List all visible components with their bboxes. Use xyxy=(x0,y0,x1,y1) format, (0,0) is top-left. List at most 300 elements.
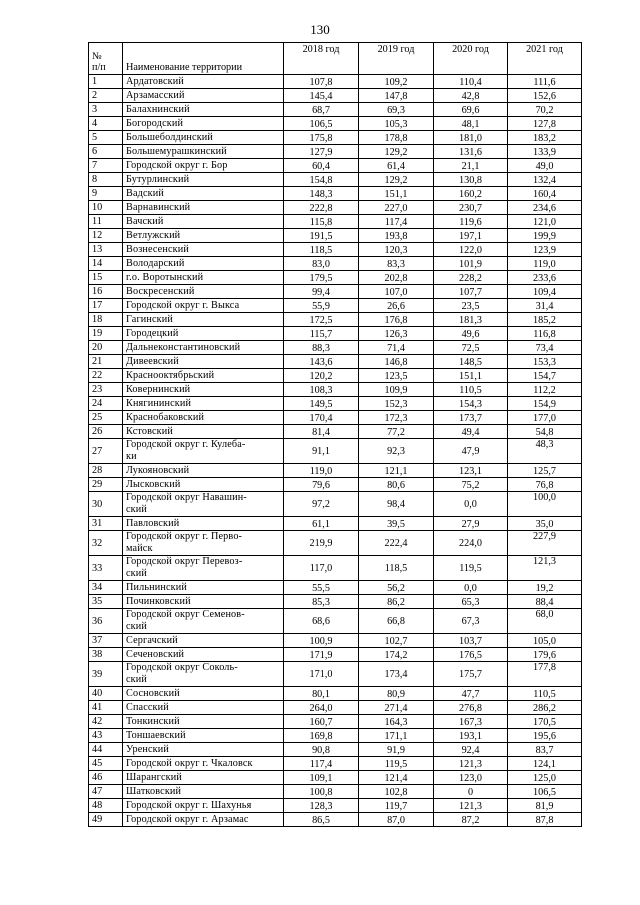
table-row xyxy=(89,103,582,117)
table-row xyxy=(89,743,582,757)
table-row xyxy=(89,478,582,492)
value-2020: 122,0 xyxy=(434,243,508,257)
table-body xyxy=(89,75,582,827)
value-2018: 118,5 xyxy=(284,243,359,257)
value-2018: 55,5 xyxy=(284,581,359,595)
value-2018: 108,3 xyxy=(284,383,359,397)
value-2019: 126,3 xyxy=(359,327,434,341)
value-2018: 169,8 xyxy=(284,729,359,743)
value-2019: 123,5 xyxy=(359,369,434,383)
value-2018: 172,5 xyxy=(284,313,359,327)
page-number: 130 xyxy=(310,22,330,37)
table-row xyxy=(89,556,582,581)
value-2018: 83,0 xyxy=(284,257,359,271)
value-2019: 164,3 xyxy=(359,715,434,729)
table-row xyxy=(89,299,582,313)
value-2021: 121,0 xyxy=(508,215,582,229)
row-num: 29 xyxy=(89,478,123,492)
value-2021: 160,4 xyxy=(508,187,582,201)
value-2021: 100,0 xyxy=(508,492,582,517)
table-row xyxy=(89,492,582,517)
value-2020: 119,5 xyxy=(434,556,508,581)
value-2018: 68,7 xyxy=(284,103,359,117)
row-num: 36 xyxy=(89,609,123,634)
territory-name: Починковский xyxy=(123,595,284,609)
value-2018: 148,3 xyxy=(284,187,359,201)
table-row xyxy=(89,581,582,595)
value-2019: 117,4 xyxy=(359,215,434,229)
value-2020: 181,0 xyxy=(434,131,508,145)
value-2019: 227,0 xyxy=(359,201,434,215)
territory-name: г.о. Воротынский xyxy=(123,271,284,285)
territory-name: Городской округ г. Арзамас xyxy=(123,813,284,827)
value-2020: 160,2 xyxy=(434,187,508,201)
value-2021: 133,9 xyxy=(508,145,582,159)
value-2021: 125,0 xyxy=(508,771,582,785)
value-2020: 67,3 xyxy=(434,609,508,634)
row-num: 8 xyxy=(89,173,123,187)
value-2019: 71,4 xyxy=(359,341,434,355)
row-num: 38 xyxy=(89,648,123,662)
value-2021: 105,0 xyxy=(508,634,582,648)
territory-name: Арзамасский xyxy=(123,89,284,103)
table-row xyxy=(89,634,582,648)
value-2021: 123,9 xyxy=(508,243,582,257)
territory-name: Сосновский xyxy=(123,687,284,701)
table-row xyxy=(89,89,582,103)
value-2018: 106,5 xyxy=(284,117,359,131)
value-2020: 110,4 xyxy=(434,75,508,89)
value-2021: 119,0 xyxy=(508,257,582,271)
table-row xyxy=(89,771,582,785)
territory-name: Воскресенский xyxy=(123,285,284,299)
value-2021: 76,8 xyxy=(508,478,582,492)
row-num: 20 xyxy=(89,341,123,355)
value-2019: 202,8 xyxy=(359,271,434,285)
value-2019: 61,4 xyxy=(359,159,434,173)
value-2020: 0,0 xyxy=(434,492,508,517)
value-2018: 117,4 xyxy=(284,757,359,771)
row-num: 15 xyxy=(89,271,123,285)
row-num: 42 xyxy=(89,715,123,729)
row-num: 18 xyxy=(89,313,123,327)
value-2018: 99,4 xyxy=(284,285,359,299)
value-2019: 174,2 xyxy=(359,648,434,662)
row-num: 21 xyxy=(89,355,123,369)
territory-name: Ардатовский xyxy=(123,75,284,89)
header-2019: 2019 год xyxy=(359,43,434,75)
row-num: 34 xyxy=(89,581,123,595)
row-num: 16 xyxy=(89,285,123,299)
value-2021: 124,1 xyxy=(508,757,582,771)
value-2020: 0,0 xyxy=(434,581,508,595)
table-row xyxy=(89,313,582,327)
value-2021: 87,8 xyxy=(508,813,582,827)
row-num: 4 xyxy=(89,117,123,131)
header-2020: 2020 год xyxy=(434,43,508,75)
value-2020: 42,8 xyxy=(434,89,508,103)
territory-name: Шарангский xyxy=(123,771,284,785)
value-2020: 75,2 xyxy=(434,478,508,492)
table-row xyxy=(89,285,582,299)
value-2018: 170,4 xyxy=(284,411,359,425)
value-2021: 153,3 xyxy=(508,355,582,369)
value-2018: 115,7 xyxy=(284,327,359,341)
table-row xyxy=(89,757,582,771)
value-2020: 47,7 xyxy=(434,687,508,701)
territory-name: Дивеевский xyxy=(123,355,284,369)
value-2019: 109,2 xyxy=(359,75,434,89)
row-num: 31 xyxy=(89,517,123,531)
value-2018: 61,1 xyxy=(284,517,359,531)
value-2019: 105,3 xyxy=(359,117,434,131)
value-2021: 112,2 xyxy=(508,383,582,397)
value-2019: 109,9 xyxy=(359,383,434,397)
territory-name: Богородский xyxy=(123,117,284,131)
table-row xyxy=(89,117,582,131)
value-2019: 118,5 xyxy=(359,556,434,581)
row-num: 27 xyxy=(89,439,123,464)
value-2018: 91,1 xyxy=(284,439,359,464)
table-row xyxy=(89,464,582,478)
value-2020: 23,5 xyxy=(434,299,508,313)
table-row xyxy=(89,813,582,827)
value-2020: 176,5 xyxy=(434,648,508,662)
value-2020: 101,9 xyxy=(434,257,508,271)
row-num: 46 xyxy=(89,771,123,785)
territory-name: Краснобаковский xyxy=(123,411,284,425)
value-2018: 81,4 xyxy=(284,425,359,439)
header-name: Наименование территории xyxy=(123,43,284,75)
territory-name: Ковернинский xyxy=(123,383,284,397)
row-num: 13 xyxy=(89,243,123,257)
table-row xyxy=(89,327,582,341)
row-num: 28 xyxy=(89,464,123,478)
value-2020: 103,7 xyxy=(434,634,508,648)
value-2019: 119,5 xyxy=(359,757,434,771)
territory-name: Дальнеконстантиновский xyxy=(123,341,284,355)
territory-name: Городской округ Соколь- ский xyxy=(123,662,284,687)
value-2018: 68,6 xyxy=(284,609,359,634)
value-2020: 0 xyxy=(434,785,508,799)
territory-name: Городской округ г. Выкса xyxy=(123,299,284,313)
value-2018: 97,2 xyxy=(284,492,359,517)
value-2019: 146,8 xyxy=(359,355,434,369)
value-2021: 227,9 xyxy=(508,531,582,556)
value-2018: 154,8 xyxy=(284,173,359,187)
value-2018: 219,9 xyxy=(284,531,359,556)
value-2021: 81,9 xyxy=(508,799,582,813)
value-2019: 152,3 xyxy=(359,397,434,411)
table-row xyxy=(89,648,582,662)
table-row xyxy=(89,355,582,369)
value-2018: 222,8 xyxy=(284,201,359,215)
territory-name: Вадский xyxy=(123,187,284,201)
value-2019: 222,4 xyxy=(359,531,434,556)
value-2021: 286,2 xyxy=(508,701,582,715)
table-row xyxy=(89,517,582,531)
value-2021: 19,2 xyxy=(508,581,582,595)
table-row xyxy=(89,662,582,687)
value-2020: 107,7 xyxy=(434,285,508,299)
territory-name: Городской округ г. Чкаловск xyxy=(123,757,284,771)
row-num: 35 xyxy=(89,595,123,609)
territory-name: Городской округ г. Кулеба- ки xyxy=(123,439,284,464)
value-2020: 123,0 xyxy=(434,771,508,785)
value-2018: 127,9 xyxy=(284,145,359,159)
value-2021: 152,6 xyxy=(508,89,582,103)
row-num: 19 xyxy=(89,327,123,341)
territory-name: Бутурлинский xyxy=(123,173,284,187)
value-2019: 77,2 xyxy=(359,425,434,439)
table-row xyxy=(89,145,582,159)
territory-name: Большеболдинский xyxy=(123,131,284,145)
value-2021: 177,0 xyxy=(508,411,582,425)
value-2019: 172,3 xyxy=(359,411,434,425)
value-2020: 65,3 xyxy=(434,595,508,609)
value-2018: 191,5 xyxy=(284,229,359,243)
value-2021: 170,5 xyxy=(508,715,582,729)
territory-name: Павловский xyxy=(123,517,284,531)
header-2018: 2018 год xyxy=(284,43,359,75)
value-2018: 85,3 xyxy=(284,595,359,609)
row-num: 22 xyxy=(89,369,123,383)
value-2020: 151,1 xyxy=(434,369,508,383)
row-num: 45 xyxy=(89,757,123,771)
value-2018: 100,8 xyxy=(284,785,359,799)
territory-name: Тонкинский xyxy=(123,715,284,729)
value-2020: 48,1 xyxy=(434,117,508,131)
value-2020: 193,1 xyxy=(434,729,508,743)
table-row xyxy=(89,131,582,145)
value-2021: 31,4 xyxy=(508,299,582,313)
value-2019: 80,9 xyxy=(359,687,434,701)
value-2021: 154,9 xyxy=(508,397,582,411)
value-2020: 173,7 xyxy=(434,411,508,425)
header-num xyxy=(89,43,123,75)
value-2021: 154,7 xyxy=(508,369,582,383)
value-2019: 26,6 xyxy=(359,299,434,313)
territory-name: Спасский xyxy=(123,701,284,715)
territory-name: Сергачский xyxy=(123,634,284,648)
territory-table xyxy=(88,42,582,827)
table-row xyxy=(89,257,582,271)
value-2021: 54,8 xyxy=(508,425,582,439)
value-2020: 181,3 xyxy=(434,313,508,327)
row-num: 1 xyxy=(89,75,123,89)
value-2020: 197,1 xyxy=(434,229,508,243)
value-2019: 87,0 xyxy=(359,813,434,827)
value-2021: 179,6 xyxy=(508,648,582,662)
value-2021: 49,0 xyxy=(508,159,582,173)
row-num: 33 xyxy=(89,556,123,581)
territory-name: Балахнинский xyxy=(123,103,284,117)
header-num-text: № п/п xyxy=(92,51,106,73)
row-num: 23 xyxy=(89,383,123,397)
value-2018: 107,8 xyxy=(284,75,359,89)
value-2019: 56,2 xyxy=(359,581,434,595)
row-num: 37 xyxy=(89,634,123,648)
value-2020: 121,3 xyxy=(434,799,508,813)
table-row xyxy=(89,397,582,411)
value-2018: 128,3 xyxy=(284,799,359,813)
value-2018: 90,8 xyxy=(284,743,359,757)
value-2018: 119,0 xyxy=(284,464,359,478)
value-2021: 70,2 xyxy=(508,103,582,117)
value-2018: 100,9 xyxy=(284,634,359,648)
table-row xyxy=(89,411,582,425)
value-2020: 72,5 xyxy=(434,341,508,355)
row-num: 43 xyxy=(89,729,123,743)
value-2020: 175,7 xyxy=(434,662,508,687)
value-2021: 73,4 xyxy=(508,341,582,355)
table-row xyxy=(89,715,582,729)
value-2020: 92,4 xyxy=(434,743,508,757)
value-2018: 145,4 xyxy=(284,89,359,103)
territory-name: Вачский xyxy=(123,215,284,229)
territory-name: Варнавинский xyxy=(123,201,284,215)
value-2020: 154,3 xyxy=(434,397,508,411)
row-num: 25 xyxy=(89,411,123,425)
value-2019: 66,8 xyxy=(359,609,434,634)
value-2018: 264,0 xyxy=(284,701,359,715)
row-num: 6 xyxy=(89,145,123,159)
table-row xyxy=(89,425,582,439)
value-2020: 87,2 xyxy=(434,813,508,827)
territory-name: Большемурашкинский xyxy=(123,145,284,159)
row-num: 47 xyxy=(89,785,123,799)
territory-name: Вознесенский xyxy=(123,243,284,257)
territory-name: Ветлужский xyxy=(123,229,284,243)
table-row xyxy=(89,799,582,813)
row-num: 2 xyxy=(89,89,123,103)
value-2018: 60,4 xyxy=(284,159,359,173)
table-header-row xyxy=(89,43,582,75)
value-2018: 109,1 xyxy=(284,771,359,785)
value-2019: 171,1 xyxy=(359,729,434,743)
value-2019: 83,3 xyxy=(359,257,434,271)
value-2021: 88,4 xyxy=(508,595,582,609)
value-2020: 49,6 xyxy=(434,327,508,341)
value-2019: 193,8 xyxy=(359,229,434,243)
value-2019: 107,0 xyxy=(359,285,434,299)
value-2018: 117,0 xyxy=(284,556,359,581)
value-2018: 171,0 xyxy=(284,662,359,687)
value-2021: 83,7 xyxy=(508,743,582,757)
value-2019: 91,9 xyxy=(359,743,434,757)
value-2021: 199,9 xyxy=(508,229,582,243)
value-2019: 120,3 xyxy=(359,243,434,257)
value-2020: 121,3 xyxy=(434,757,508,771)
table-row xyxy=(89,201,582,215)
value-2019: 173,4 xyxy=(359,662,434,687)
value-2020: 27,9 xyxy=(434,517,508,531)
value-2021: 185,2 xyxy=(508,313,582,327)
value-2019: 129,2 xyxy=(359,145,434,159)
table-row xyxy=(89,595,582,609)
table-row xyxy=(89,159,582,173)
value-2021: 68,0 xyxy=(508,609,582,634)
value-2021: 183,2 xyxy=(508,131,582,145)
value-2021: 177,8 xyxy=(508,662,582,687)
value-2019: 102,8 xyxy=(359,785,434,799)
row-num: 11 xyxy=(89,215,123,229)
value-2020: 47,9 xyxy=(434,439,508,464)
value-2021: 111,6 xyxy=(508,75,582,89)
row-num: 12 xyxy=(89,229,123,243)
value-2021: 35,0 xyxy=(508,517,582,531)
territory-name: Шатковский xyxy=(123,785,284,799)
value-2020: 148,5 xyxy=(434,355,508,369)
territory-name: Володарский xyxy=(123,257,284,271)
table-row xyxy=(89,229,582,243)
row-num: 48 xyxy=(89,799,123,813)
territory-name: Княгининский xyxy=(123,397,284,411)
territory-name: Уренский xyxy=(123,743,284,757)
value-2018: 55,9 xyxy=(284,299,359,313)
value-2019: 176,8 xyxy=(359,313,434,327)
row-num: 44 xyxy=(89,743,123,757)
value-2019: 121,1 xyxy=(359,464,434,478)
value-2020: 119,6 xyxy=(434,215,508,229)
territory-name: Пильнинский xyxy=(123,581,284,595)
value-2019: 98,4 xyxy=(359,492,434,517)
value-2019: 151,1 xyxy=(359,187,434,201)
row-num: 5 xyxy=(89,131,123,145)
table-row xyxy=(89,187,582,201)
row-num: 7 xyxy=(89,159,123,173)
value-2021: 234,6 xyxy=(508,201,582,215)
territory-name: Городской округ Перевоз- ский xyxy=(123,556,284,581)
value-2018: 79,6 xyxy=(284,478,359,492)
table-row xyxy=(89,243,582,257)
row-num: 32 xyxy=(89,531,123,556)
value-2018: 120,2 xyxy=(284,369,359,383)
table-row xyxy=(89,383,582,397)
territory-name: Городецкий xyxy=(123,327,284,341)
value-2019: 102,7 xyxy=(359,634,434,648)
value-2018: 175,8 xyxy=(284,131,359,145)
header-2021: 2021 год xyxy=(508,43,582,75)
value-2019: 39,5 xyxy=(359,517,434,531)
territory-name: Гагинский xyxy=(123,313,284,327)
value-2020: 224,0 xyxy=(434,531,508,556)
value-2020: 69,6 xyxy=(434,103,508,117)
table-row xyxy=(89,215,582,229)
territory-name: Лукояновский xyxy=(123,464,284,478)
value-2018: 88,3 xyxy=(284,341,359,355)
value-2021: 48,3 xyxy=(508,439,582,464)
row-num: 39 xyxy=(89,662,123,687)
territory-name: Городской округ г. Бор xyxy=(123,159,284,173)
territory-name: Краснооктябрьский xyxy=(123,369,284,383)
territory-name: Городской округ г. Шахунья xyxy=(123,799,284,813)
value-2018: 143,6 xyxy=(284,355,359,369)
territory-name: Городской округ г. Перво- майск xyxy=(123,531,284,556)
row-num: 40 xyxy=(89,687,123,701)
table-row xyxy=(89,173,582,187)
row-num: 49 xyxy=(89,813,123,827)
table-row xyxy=(89,729,582,743)
value-2020: 21,1 xyxy=(434,159,508,173)
table-row xyxy=(89,75,582,89)
value-2020: 167,3 xyxy=(434,715,508,729)
value-2019: 86,2 xyxy=(359,595,434,609)
value-2020: 230,7 xyxy=(434,201,508,215)
row-num: 17 xyxy=(89,299,123,313)
table-row xyxy=(89,701,582,715)
value-2019: 80,6 xyxy=(359,478,434,492)
